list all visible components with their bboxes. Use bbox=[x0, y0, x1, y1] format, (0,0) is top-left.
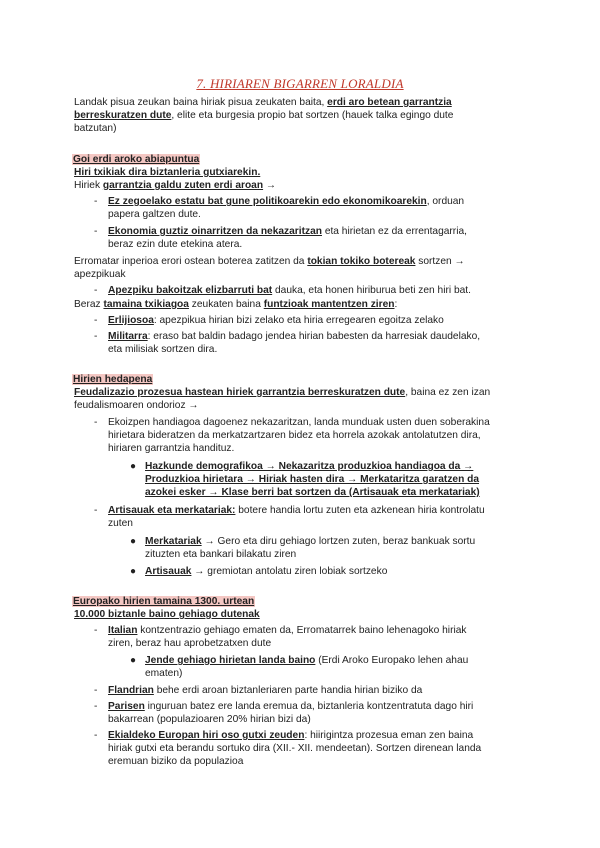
list-item bbox=[108, 195, 464, 208]
text: zeukaten baina bbox=[188, 299, 264, 310]
section-heading bbox=[72, 595, 255, 608]
list-item bbox=[108, 314, 444, 327]
section-subheading bbox=[74, 386, 490, 399]
heading-text: Goi erdi aroko abiapuntua bbox=[73, 154, 200, 165]
emphasis: funtzioak mantentzen ziren bbox=[263, 299, 395, 310]
emphasis: Merkatariak bbox=[145, 536, 202, 547]
text: botere handia lortu zuten eta azkenean hiria kontrolatu bbox=[235, 505, 485, 516]
intro-line-3: batzutan) bbox=[74, 123, 117, 134]
text: inguruan batez ere landa eremua da, biztanleria kontzentratuta dago hiri bbox=[144, 701, 474, 712]
emphasis: Artisauak eta merkatariak: bbox=[108, 505, 236, 516]
emphasis: erdi aro betean garrantzia bbox=[327, 97, 452, 108]
list-item bbox=[108, 504, 485, 517]
list-item bbox=[108, 284, 471, 297]
bullet-dot-icon: ● bbox=[130, 655, 137, 666]
sub-list-item-continued: ematen) bbox=[145, 668, 183, 679]
text: , baina ez zen izan bbox=[405, 387, 491, 398]
list-item bbox=[108, 225, 467, 238]
emphasis: Apezpiku bakoitzak elizbarruti bat bbox=[108, 285, 273, 296]
list-item-continued: hiriaren garrantzia handituz. bbox=[108, 443, 235, 454]
paragraph-line: apezpikuak bbox=[74, 269, 126, 280]
emphasis: Jende gehiago hirietan landa baino bbox=[145, 655, 316, 666]
bullet-dot-icon: ● bbox=[130, 566, 137, 577]
text: Erromatar inperioa erori ostean boterea zatitzen da bbox=[74, 256, 308, 267]
page-title: 7. HIRIAREN BIGARREN LORALDIA bbox=[196, 76, 404, 91]
dash-bullet: - bbox=[94, 196, 98, 207]
list-item-continued: bakarrean (populazioaren 20% hirian bizi da) bbox=[108, 714, 311, 725]
text: , elite eta burgesia propio bat sortzen (hauek talka egingo dute bbox=[171, 110, 454, 121]
emphasis: Italian bbox=[108, 625, 138, 636]
section-heading bbox=[72, 373, 153, 386]
text: dauka, eta honen hiriburua beti zen hiri bat. bbox=[272, 285, 471, 296]
heading-text: Europako hirien tamaina 1300. urtean bbox=[73, 596, 255, 607]
section-heading bbox=[72, 153, 200, 166]
emphasis: tokian tokiko botereak bbox=[307, 256, 416, 267]
text: → Gero eta diru gehiago lortzen zuten, beraz bankuak sortu bbox=[201, 536, 476, 547]
text: → bbox=[263, 180, 277, 191]
list-item bbox=[108, 624, 466, 637]
text: → gremiotan antolatu ziren lobiak sortzeko bbox=[191, 566, 388, 577]
sub-list-item bbox=[145, 654, 468, 667]
text: Hiriek bbox=[74, 180, 103, 191]
intro-line-2 bbox=[74, 109, 453, 122]
emphasis: Ez zegoelako estatu bat gune politikoarekin edo ekonomikoarekin bbox=[108, 196, 427, 207]
sub-list-item-continued: zituzten eta bankari bilakatu ziren bbox=[145, 549, 297, 560]
emphasis: Feudalizazio prozesua hastean hiriek garrantzia berreskuratzen dute bbox=[74, 387, 406, 398]
dash-bullet: - bbox=[94, 331, 98, 342]
bullet-dot-icon: ● bbox=[130, 461, 137, 472]
intro-line-1 bbox=[74, 96, 452, 109]
paragraph-line bbox=[74, 179, 276, 192]
list-item-continued: ziren, beraz hau aprobetzatxen dute bbox=[108, 638, 272, 649]
text: Landak pisua zeukan baina hiriak pisua zeukaten baita, bbox=[74, 97, 328, 108]
emphasis: Ekialdeko Europan hiri oso gutxi zeuden bbox=[108, 730, 305, 741]
dash-bullet: - bbox=[94, 505, 98, 516]
list-item-continued: eremuan biziko da populazioa bbox=[108, 756, 244, 767]
sub-list-item bbox=[145, 535, 475, 548]
emphasis: Erlijiosoa bbox=[108, 315, 154, 326]
dash-bullet: - bbox=[94, 730, 98, 741]
dash-bullet: - bbox=[94, 701, 98, 712]
dash-bullet: - bbox=[94, 226, 98, 237]
text: behe erdi aroan biztanleriaren parte handia hirian biziko da bbox=[153, 685, 423, 696]
dash-bullet: - bbox=[94, 285, 98, 296]
list-item-continued: papera galtzen dute. bbox=[108, 209, 201, 220]
list-item-continued: hirietara bideratzen da merkatzartzaren bidez eta horrela azokak antolatutzen dira, bbox=[108, 430, 481, 441]
paragraph-line: feudalismoaren ondorioz → bbox=[74, 400, 199, 411]
emphasis: Ekonomia guztiz oinarritzen da nekazaritzan bbox=[108, 226, 322, 237]
sub-list-item-continued: Produzkioa hirietara → Hiriak hasten dira → Merkataritza garatzen da bbox=[145, 474, 480, 485]
sub-list-item-continued: azokei esker → Klase berri bat sortzen da (Artisauak eta merkatariak) bbox=[145, 487, 480, 498]
list-item bbox=[108, 330, 480, 343]
dash-bullet: - bbox=[94, 417, 98, 428]
text: Beraz bbox=[74, 299, 104, 310]
sub-list-item bbox=[145, 565, 387, 578]
text: : eraso bat baldin badago jendea hirian babesten da harresiak daudelako, bbox=[147, 331, 481, 342]
section-subheading: 10.000 biztanle baino gehiago dutenak bbox=[74, 609, 260, 620]
list-item: Ekoizpen handiagoa dagoenez nekazaritzan, landa munduak usten duen soberakina bbox=[108, 417, 490, 428]
dash-bullet: - bbox=[94, 625, 98, 636]
text: (Erdi Aroko Europako lehen ahau bbox=[315, 655, 469, 666]
text: : apezpikua hirian bizi zelako eta hiria erregearen egoitza zelako bbox=[153, 315, 444, 326]
text: eta hirietan ez da errentagarria, bbox=[321, 226, 467, 237]
text: : bbox=[394, 299, 398, 310]
list-item-continued: zuten bbox=[108, 518, 133, 529]
paragraph-line bbox=[74, 255, 465, 268]
dash-bullet: - bbox=[94, 685, 98, 696]
emphasis: garrantzia galdu zuten erdi aroan bbox=[102, 180, 264, 191]
emphasis: Militarra bbox=[108, 331, 148, 342]
list-item bbox=[108, 700, 473, 713]
heading-text: Hirien hedapena bbox=[73, 374, 153, 385]
text: sortzen → bbox=[415, 256, 465, 267]
list-item bbox=[108, 729, 473, 742]
list-item-continued: hiriak gutxi eta berandu sortuko dira (XII.- XII. mendeetan). Sortzen direnean landa bbox=[108, 743, 482, 754]
emphasis: tamaina txikiagoa bbox=[103, 299, 189, 310]
list-item-continued: eta milisiak sortzen dira. bbox=[108, 344, 218, 355]
bullet-dot-icon: ● bbox=[130, 536, 137, 547]
section-subheading: Hiri txikiak dira biztanleria gutxiarekin. bbox=[74, 167, 261, 178]
emphasis: Flandrian bbox=[108, 685, 154, 696]
paragraph-line bbox=[74, 298, 397, 311]
emphasis: Artisauak bbox=[145, 566, 192, 577]
emphasis: berreskuratzen dute bbox=[74, 110, 172, 121]
list-item bbox=[108, 684, 422, 697]
sub-list-item: Hazkunde demografikoa → Nekazaritza produzkioa handiagoa da → bbox=[145, 461, 474, 472]
emphasis: Parisen bbox=[108, 701, 145, 712]
dash-bullet: - bbox=[94, 315, 98, 326]
text: kontzentrazio gehiago ematen da, Erromatarrek baino lehenagoko hiriak bbox=[137, 625, 467, 636]
text: : hiirigintza prozesua eman zen baina bbox=[304, 730, 474, 741]
text: , orduan bbox=[426, 196, 465, 207]
list-item-continued: beraz ezin dute etekina atera. bbox=[108, 239, 243, 250]
